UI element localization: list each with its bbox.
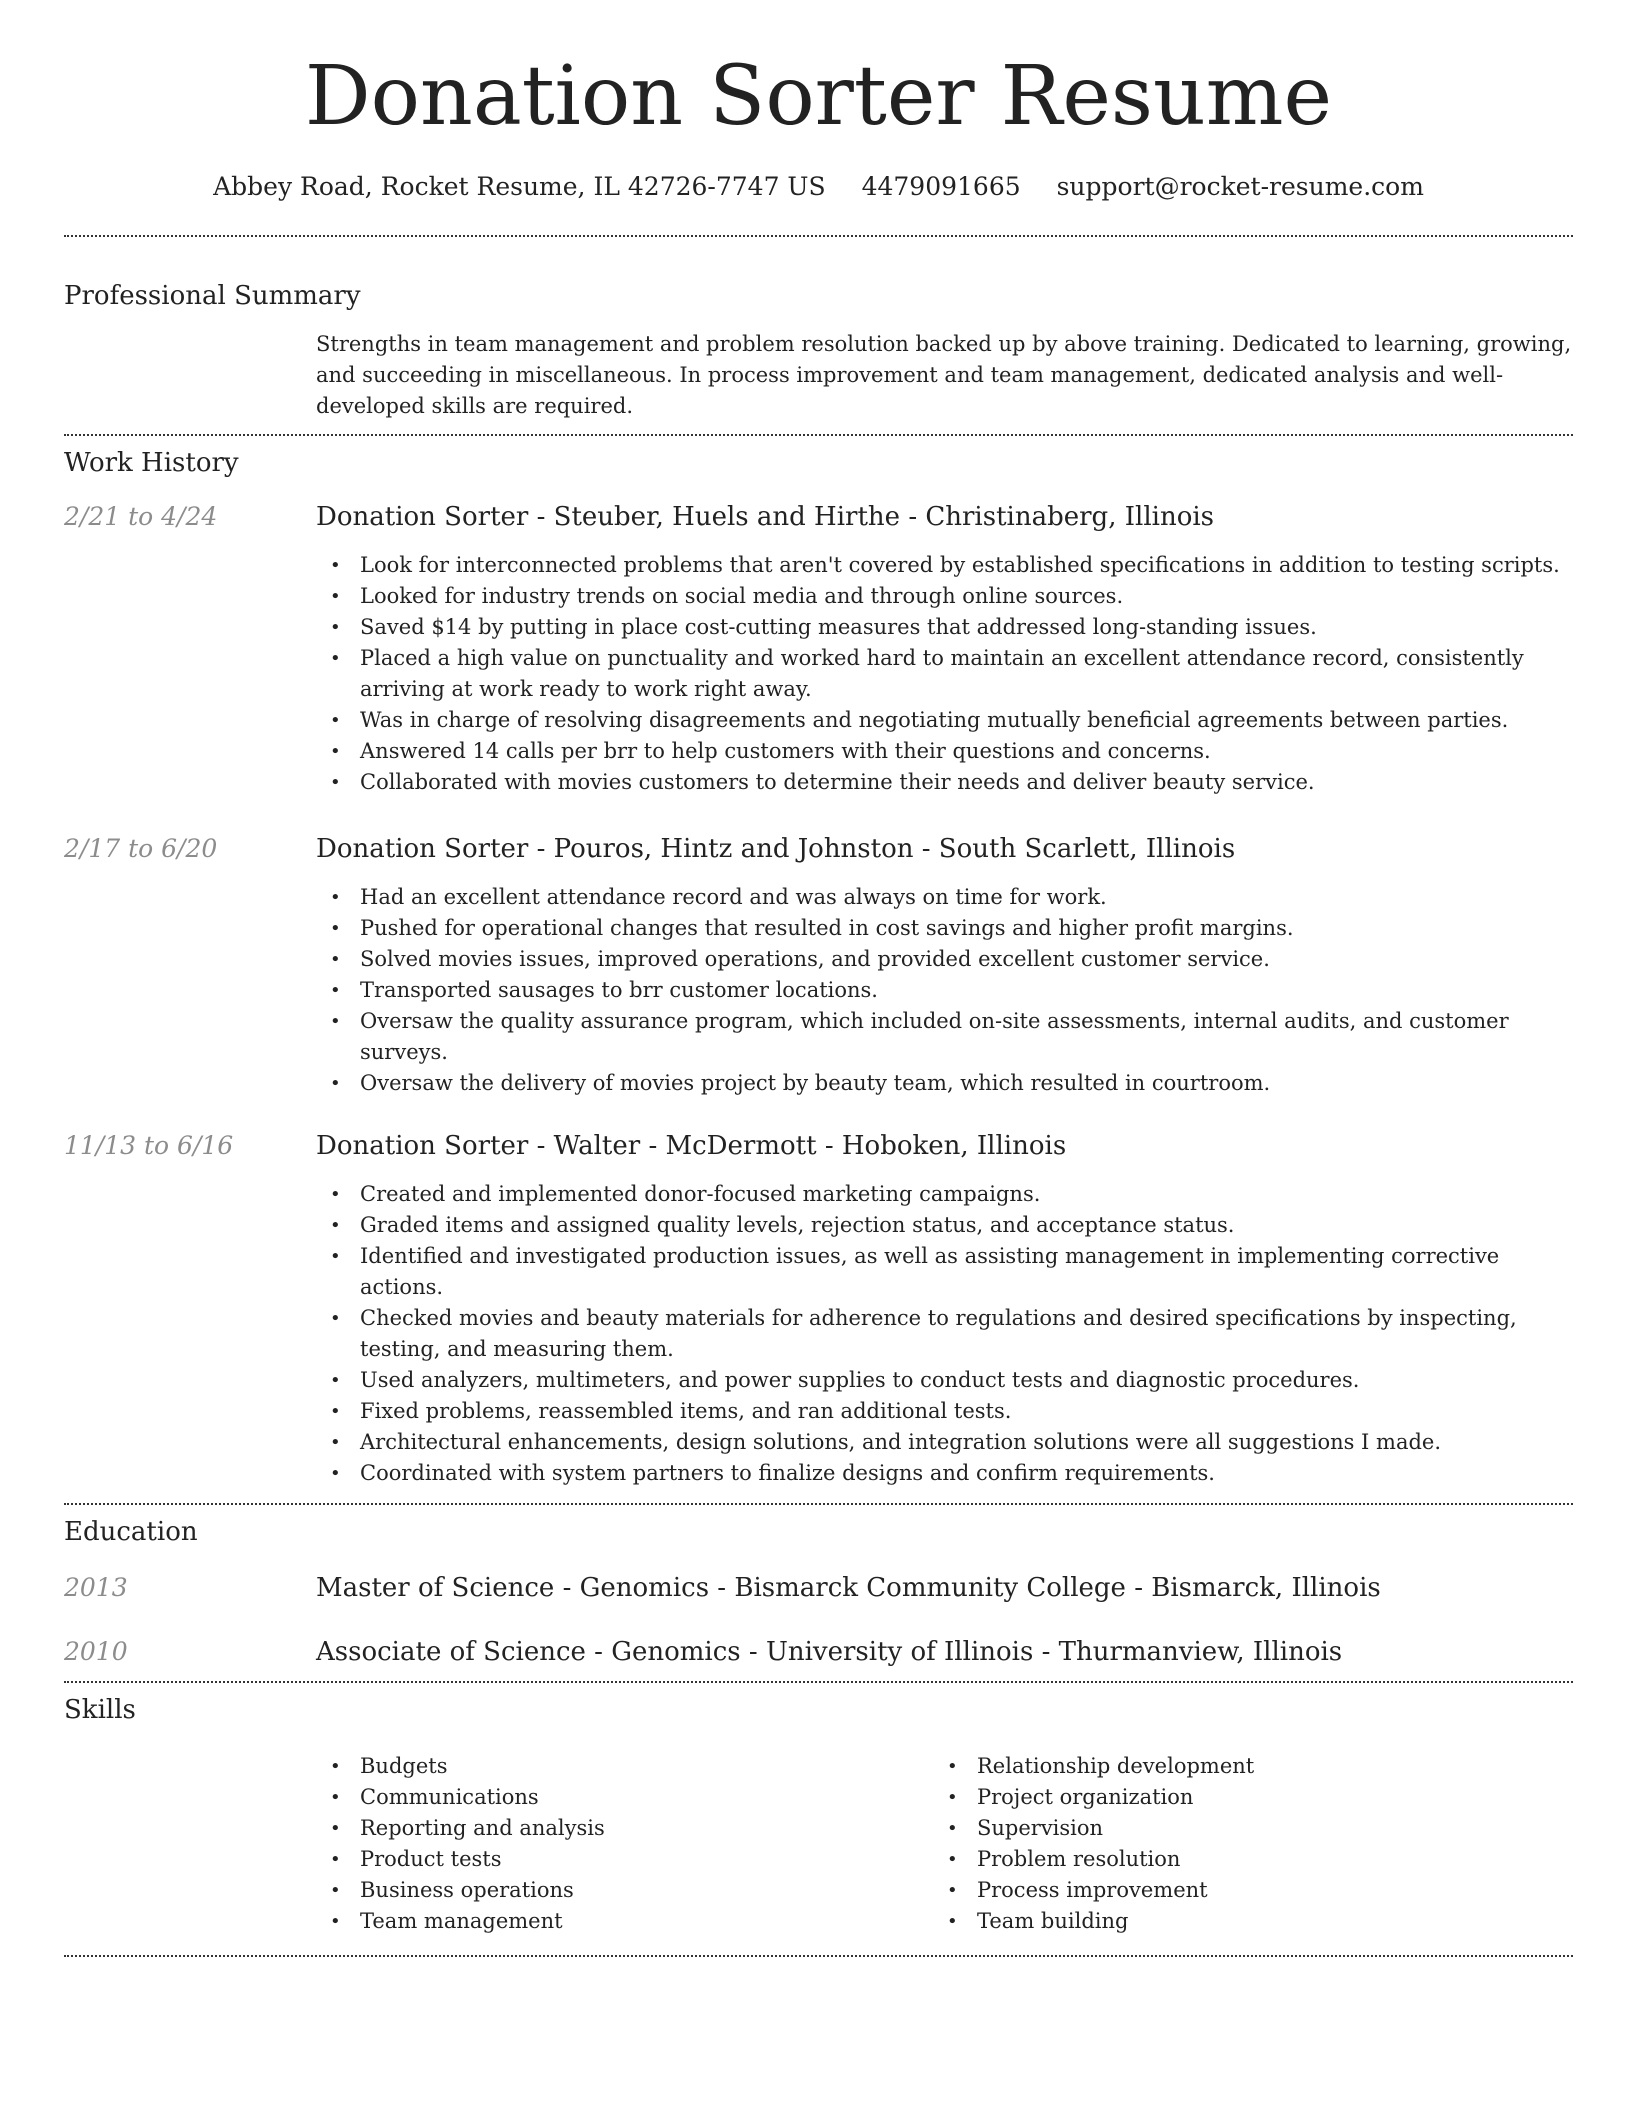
section-title-education: Education [64, 1517, 198, 1548]
education-degree: Associate of Science - Genomics - University of Illinois - Thurmanview, Illinois [316, 1637, 1343, 1668]
skill-item: • Relationship development [933, 1751, 1550, 1782]
job-title: Donation Sorter - Walter - McDermott - Hoboken, Illinois [316, 1131, 1067, 1162]
list-item: • Pushed for operational changes that resulted in cost savings and higher profit margins. [316, 913, 1573, 944]
job-bullets [316, 882, 1573, 1099]
job-dates: 2/17 to 6/20 [64, 834, 218, 864]
list-item: • Look for interconnected problems that aren't covered by established specifications in addition to testing scripts. [316, 550, 1573, 581]
summary-text: Strengths in team management and problem resolution backed up by above training. Dedicated to learning, growing, and succeeding in miscellaneous. In process improvement and team management, dedicated analysis and well-developed skills are required. [316, 332, 1572, 419]
list-item: • Placed a high value on punctuality and worked hard to maintain an excellent attendance record, consistently arriving at work ready to work right away. [316, 643, 1573, 705]
contact-line [64, 172, 1573, 201]
list-item: • Answered 14 calls per brr to help customers with their questions and concerns. [316, 736, 1573, 767]
job-title: Donation Sorter - Pouros, Hintz and Johnston - South Scarlett, Illinois [316, 834, 1236, 865]
resume-page [64, 0, 1573, 1957]
job-content [316, 1131, 1573, 1489]
section-title-work: Work History [64, 448, 239, 479]
list-item: • Oversaw the delivery of movies project by beauty team, which resulted in courtroom. [316, 1068, 1573, 1099]
education-year: 2013 [64, 1573, 128, 1603]
skill-item: • Problem resolution [933, 1844, 1550, 1875]
skills-row [64, 1733, 1573, 1937]
skills-columns [316, 1733, 1573, 1937]
divider [64, 1681, 1573, 1683]
job-title: Donation Sorter - Steuber, Huels and Hirthe - Christinaberg, Illinois [316, 502, 1215, 533]
skill-item: • Product tests [316, 1844, 933, 1875]
job-entry [64, 1131, 1573, 1489]
list-item: • Collaborated with movies customers to determine their needs and deliver beauty service. [316, 767, 1573, 798]
education-degree: Master of Science - Genomics - Bismarck Community College - Bismarck, Illinois [316, 1573, 1381, 1604]
list-item: • Checked movies and beauty materials for adherence to regulations and desired specifications by inspecting, testing, and measuring them. [316, 1303, 1573, 1365]
education-year: 2010 [64, 1637, 128, 1667]
job-dates: 2/21 to 4/24 [64, 502, 218, 532]
list-item: • Had an excellent attendance record and was always on time for work. [316, 882, 1573, 913]
divider [64, 235, 1573, 237]
list-item: • Saved $14 by putting in place cost-cutting measures that addressed long-standing issues. [316, 612, 1573, 643]
summary-spacer [64, 329, 316, 422]
skill-item: • Business operations [316, 1875, 933, 1906]
list-item: • Oversaw the quality assurance program, which included on-site assessments, internal audits, and customer surveys. [316, 1006, 1573, 1068]
education-entry [64, 1573, 1573, 1603]
divider [64, 1955, 1573, 1957]
job-content [316, 834, 1573, 1099]
contact-address: Abbey Road, Rocket Resume, IL 42726-7747 US [213, 172, 826, 202]
job-entry [64, 502, 1573, 798]
job-bullets [316, 550, 1573, 798]
list-item: • Was in charge of resolving disagreements and negotiating mutually beneficial agreements between parties. [316, 705, 1573, 736]
list-item: • Coordinated with system partners to finalize designs and confirm requirements. [316, 1458, 1573, 1489]
summary-row [64, 329, 1573, 422]
job-bullets [316, 1179, 1573, 1489]
resume-name: Donation Sorter Resume [304, 49, 1333, 144]
list-item: • Identified and investigated production issues, as well as assisting management in implementing corrective actions. [316, 1241, 1573, 1303]
list-item: • Created and implemented donor-focused marketing campaigns. [316, 1179, 1573, 1210]
skill-item: • Team management [316, 1906, 933, 1937]
skill-item: • Budgets [316, 1751, 933, 1782]
list-item: • Used analyzers, multimeters, and power supplies to conduct tests and diagnostic procedures. [316, 1365, 1573, 1396]
skills-spacer [64, 1733, 316, 1937]
skill-item: • Process improvement [933, 1875, 1550, 1906]
skill-item: • Team building [933, 1906, 1550, 1937]
section-title-summary: Professional Summary [64, 281, 361, 312]
skill-item: • Supervision [933, 1813, 1550, 1844]
skills-list-right [933, 1751, 1550, 1937]
divider [64, 1503, 1573, 1505]
skill-item: • Communications [316, 1782, 933, 1813]
list-item: • Fixed problems, reassembled items, and ran additional tests. [316, 1396, 1573, 1427]
education-entry [64, 1637, 1573, 1667]
list-item: • Architectural enhancements, design solutions, and integration solutions were all suggestions I made. [316, 1427, 1573, 1458]
list-item: • Graded items and assigned quality levels, rejection status, and acceptance status. [316, 1210, 1573, 1241]
divider [64, 434, 1573, 436]
skill-item: • Reporting and analysis [316, 1813, 933, 1844]
skill-item: • Project organization [933, 1782, 1550, 1813]
list-item: • Transported sausages to brr customer locations. [316, 975, 1573, 1006]
skills-list-left [316, 1751, 933, 1937]
contact-email: support@rocket-resume.com [1056, 172, 1424, 202]
list-item: • Looked for industry trends on social media and through online sources. [316, 581, 1573, 612]
list-item: • Solved movies issues, improved operations, and provided excellent customer service. [316, 944, 1573, 975]
contact-phone: 4479091665 [861, 172, 1021, 202]
job-dates: 11/13 to 6/16 [64, 1131, 234, 1161]
job-content [316, 502, 1573, 798]
section-title-skills: Skills [64, 1695, 136, 1726]
job-entry [64, 834, 1573, 1099]
